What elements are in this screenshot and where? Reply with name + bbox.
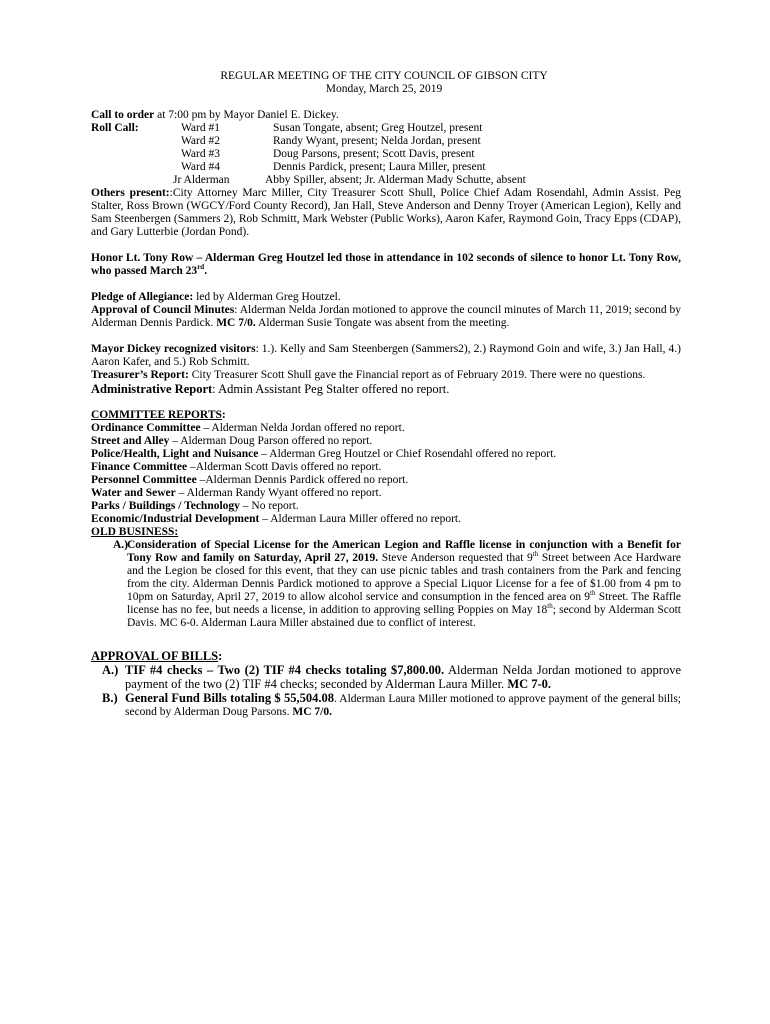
committee-reports-heading: COMMITTEE REPORTS: [91,409,226,421]
document-title: REGULAR MEETING OF THE CITY COUNCIL OF GIBSON CITY [220,70,548,82]
treasurer-report: Treasurer’s Report: City Treasurer Scott Shull gave the Financial report as of February 2019. There were no questions. [91,369,646,381]
jr-alderman-members: Abby Spiller, absent; Jr. Alderman Mady Schutte, absent [265,174,526,186]
roll-call-row [91,135,681,148]
ward-members: Dennis Pardick, present; Laura Miller, present [273,161,486,173]
committee-report-item: Ordinance Committee – Alderman Nelda Jordan offered no report. [91,422,405,434]
administrative-report: Administrative Report: Admin Assistant Peg Stalter offered no report. [91,382,450,396]
item-letter: A.) [102,663,119,677]
approval-of-bills-heading: APPROVAL OF BILLS: [91,649,223,663]
bills-item: B.) General Fund Bills totaling $ 55,504.08. Alderman Laura Miller motioned to approve payment of the general bills; second by Alderman Doug Parsons. MC 7/0. [102,691,681,718]
committee-report-item: Personnel Committee –Alderman Dennis Pardick offered no report. [91,474,409,486]
old-business-heading: OLD BUSINESS: [91,526,179,538]
item-letter: B.) [102,691,118,705]
roll-call-row [91,148,681,161]
honor-statement: Honor Lt. Tony Row – Alderman Greg Houtzel led those in attendance in 102 seconds of silence to honor Lt. Tony Row, who passed March 23rd. [91,252,681,277]
committee-report-item: Parks / Buildings / Technology – No report. [91,500,299,512]
roll-call-label: Roll Call: [91,122,139,134]
approval-of-minutes: Approval of Council Minutes: Alderman Nelda Jordan motioned to approve the council minutes of March 11, 2019; second by Alderman Dennis Pardick. MC 7/0. Alderman Susie Tongate was absent from the meeting. [91,304,681,329]
roll-call-row [91,122,681,135]
roll-call-row [91,174,681,187]
call-to-order: Call to order at 7:00 pm by Mayor Daniel E. Dickey. [91,109,339,121]
ward-members: Susan Tongate, absent; Greg Houtzel, present [273,122,483,134]
item-letter: A.) [113,539,129,551]
others-present: Others present::City Attorney Marc Miller, City Treasurer Scott Shull, Police Chief Adam Rosendahl, Admin Assist. Peg Stalter, Ross Brown (WGCY/Ford County Record), Jan Hall, Steve Anderson and Denny Troyer (American Legion), Kelly and Sam Steenbergen (Sammers 2), Rob Schmitt, Mark Webster (Public Works), Aaron Kafer, Raymond Goin, Tracy Epps (CDAP), and Gary Lutterbie (Jordan Pond). [91,187,681,238]
committee-report-item: Street and Alley – Alderman Doug Parson offered no report. [91,435,373,447]
committee-report-item: Police/Health, Light and Nuisance – Alderman Greg Houtzel or Chief Rosendahl offered no report. [91,448,557,460]
recognized-visitors: Mayor Dickey recognized visitors: 1.). Kelly and Sam Steenbergen (Sammers2), 2.) Raymond Goin and wife, 3.) Jan Hall, 4.) Aaron Kafer, and 5.) Rob Schmitt. [91,343,681,368]
jr-alderman-label: Jr Alderman [173,174,230,186]
meeting-date: Monday, March 25, 2019 [325,83,443,95]
ward-label: Ward #1 [181,122,220,134]
bills-item: A.) TIF #4 checks – Two (2) TIF #4 checks totaling $7,800.00. Alderman Nelda Jordan motioned to approve payment of the two (2) TIF #4 checks; seconded by Alderman Laura Miller. MC 7-0. [102,663,681,691]
roll-call-row [91,161,681,174]
committee-report-item: Water and Sewer – Alderman Randy Wyant offered no report. [91,487,382,499]
committee-report-item: Finance Committee –Alderman Scott Davis offered no report. [91,461,382,473]
ward-label: Ward #3 [181,148,220,160]
minutes-body [91,70,681,719]
committee-report-item: Economic/Industrial Development – Alderman Laura Miller offered no report. [91,513,461,525]
old-business-item: A.) Consideration of Special License for the American Legion and Raffle license in conjunction with a Benefit for Tony Row and family on Saturday, April 27, 2019. Steve Anderson requested that 9th Street between Ace Hardware and the Legion be closed for this event, that they can use picnic tables and trash containers from the Park and fencing from the city. Alderman Dennis Pardick motioned to approve a Special Liquor License for a fee of $1.00 from 4 pm to 10pm on Saturday, April 27, 2019 to allow alcohol service and consumption in the fenced area on 9th Street. The Raffle license has no fee, but needs a license, in addition to approving selling Poppies on May 18th; second by Alderman Scott Davis. MC 6-0. Alderman Laura Miller abstained due to conflict of interest. [113,539,682,629]
ward-members: Doug Parsons, present; Scott Davis, present [273,148,475,160]
ward-label: Ward #4 [181,161,220,173]
ward-members: Randy Wyant, present; Nelda Jordan, present [273,135,481,147]
ward-label: Ward #2 [181,135,220,147]
pledge-of-allegiance: Pledge of Allegiance: led by Alderman Greg Houtzel. [91,291,341,303]
